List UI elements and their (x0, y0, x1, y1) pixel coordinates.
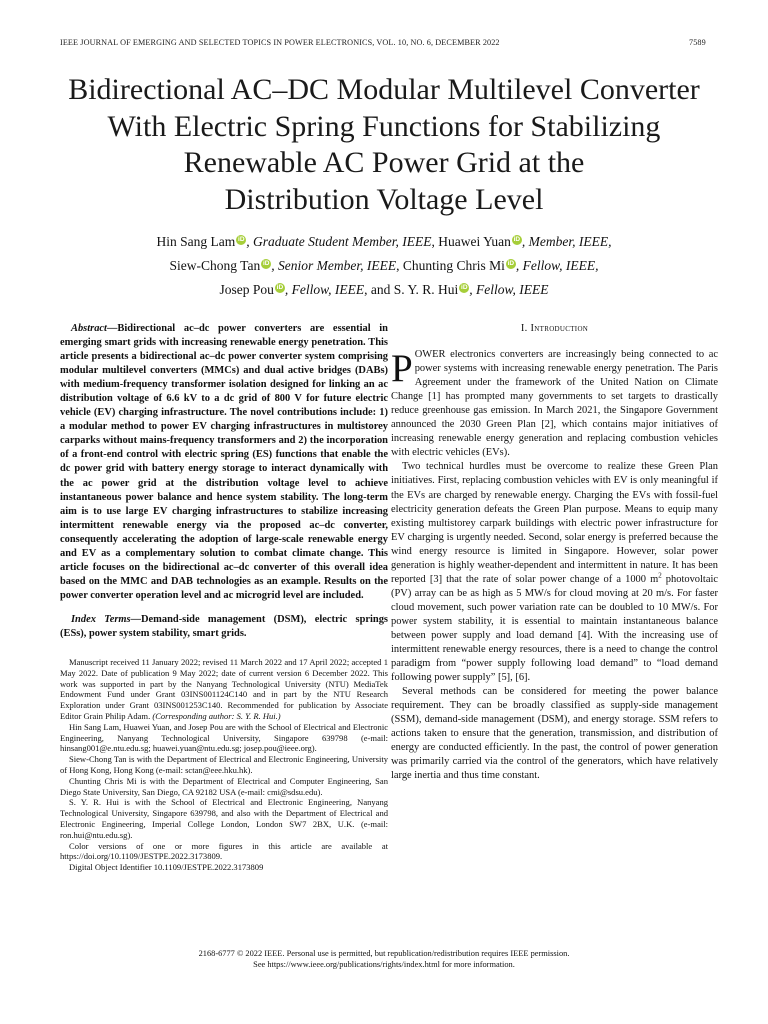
footnote-affiliation: S. Y. R. Hui is with the School of Electrical and Electronic Engineering, Nanyang Technological University, Singapore 639798, and also with the Department of Electrical and Electronic Engineering, Imperial College London, London SW7 2BX, U.K. (e-mail: ron.hui@ntu.edu.sg). (60, 797, 388, 840)
rights-link[interactable]: See https://www.ieee.org/publications/rights/index.html for more information. (253, 960, 515, 969)
lead-word: OWER (414, 349, 446, 361)
paragraph-text: Two technical hurdles must be overcome to realize these Green Plan initiatives. First, replacing combustion vehicles with EV is only meaningful if the EVs are charged by renewable energy. Charging the EVs with fossil-fuel electricity generation defeats the Green Plan purpose. Means to equip many existing multistorey carpark buildings with electric power infrastructure for EV charging is urgently needed. Second, solar energy is preferred because the wind energy resource is limited in Singapore. However, solar power generation is highly weather-dependent and intermittent in nature. It has been reported [3] that the rate of solar power change of a 1000 m (391, 461, 718, 585)
title-line: Bidirectional AC–DC Modular Multilevel Converter (68, 73, 700, 106)
drop-cap: P (391, 347, 413, 391)
orcid-icon[interactable]: iD (262, 259, 270, 267)
abstract-label: Abstract— (71, 323, 118, 334)
paper-title (0, 72, 768, 218)
copyright-footer (0, 948, 768, 970)
section-title: Introduction (530, 323, 589, 334)
author-name: Siew-Chong Tan (169, 258, 261, 273)
paragraph-text: electronics converters are increasingly being connected to ac power systems with increasing renewable energy penetration. The Paris Agreement under the framework of the United Nation on Climate Change [1] has prompted many governments to set targets to drastically reduce greenhouse gas emission. In March 2021, the Singapore Government announced the 2030 Green Plan [2], which contains major initiatives of increasing renewable energy generation and replacing combustion vehicles with electric vehicles (EVs). (391, 349, 718, 459)
footnote-doi[interactable]: Digital Object Identifier 10.1109/JESTPE.2022.3173809 (69, 862, 264, 873)
intro-paragraph-3: Several methods can be considered for meeting the power balance requirement. They can be broadly classified as supply-side management (SSM), demand-side management (DSM), and energy storage. SSM refers to actions taken to ensure that the generation, transmission, and distribution of energy are conducted efficiently. In the past, the control of power generation was primarily carried via the control of the generators, which have relatively large inertia and thus time constant. (391, 686, 718, 782)
page-number: 7589 (689, 38, 706, 47)
copyright-line: 2168-6777 © 2022 IEEE. Personal use is permitted, but republication/redistribution requires IEEE permission. (198, 949, 570, 958)
author-list (0, 230, 768, 302)
author-line (0, 278, 768, 302)
running-header: IEEE JOURNAL OF EMERGING AND SELECTED TOPICS IN POWER ELECTRONICS, VOL. 10, NO. 6, DECEMBER 2022 (60, 38, 500, 47)
author-membership: , Member, IEEE, (521, 234, 612, 249)
footnote-manuscript (60, 657, 388, 722)
corresponding-author: (Corresponding author: S. Y. R. Hui.) (152, 711, 281, 722)
footnote-affiliation: Chunting Chris Mi is with the Department of Electrical and Computer Engineering, San Diego State University, San Diego, CA 92182 USA (e-mail: cmi@sdsu.edu). (60, 775, 388, 797)
abstract-text: Bidirectional ac–dc power converters are essential in emerging smart grids with increasing renewable energy penetration. This article presents a bidirectional ac–dc power converter system comprising modular multilevel converters (MMCs) and dual active bridges (DABs) with medium-frequency transformer isolation designed for linking an ac distribution voltage of 6.6 kV to a dc grid of 800 V for future electric vehicle (EV) charging infrastructure. The novel contributions include: 1) a modular method to power EV charging infrastructures in multistorey carparks without mains-frequency transformers and 2) the incorporation of a front-end control with electric spring (ES) functions that enable the dc power grid with battery energy storage to interact dynamically with the ac power grid at the distribution voltage level to achieve instantaneous power balance and hence system stability. The long-term aim is to use large EV charging infrastructures to stabilize increasing intermittent renewable energy via the proposed ac–dc converter, consequently accelerating the adoption of large-scale renewable energy and EV as a complementary solution to combat climate change. This article focuses on the bidirectional ac–dc converter of this overall idea based on the MMC and DAB technologies as an example. Results on the power converter operation level and ac microgrid level are included. (60, 323, 388, 601)
left-column (60, 322, 388, 873)
index-terms (60, 613, 388, 641)
footnote-text: Manuscript received 11 January 2022; revised 11 March 2022 and 17 April 2022; accepted 1 May 2022. Date of publication 9 May 2022; date of current version 6 December 2022. This work was supported in part by the Nanyang Technological University (NTU) MediaTek Endowment Fund under Grant 03INS001124C140 and in part by the NTU Research Exploration under Grant 03INS001253C140. Recommended for publication by Associate Editor Grain Philip Adam. (60, 657, 388, 722)
title-line: Renewable AC Power Grid at the (183, 146, 585, 179)
footnotes (60, 657, 388, 873)
intro-paragraph-1 (391, 348, 718, 460)
author-name: Hin Sang Lam (156, 234, 236, 249)
orcid-icon[interactable]: iD (276, 283, 284, 291)
title-line: Distribution Voltage Level (224, 182, 544, 216)
index-terms-label: Index Terms— (71, 613, 142, 625)
orcid-icon[interactable]: iD (461, 283, 468, 291)
section-heading (391, 322, 718, 336)
author-name: , Chunting Chris Mi (396, 258, 505, 273)
orcid-icon[interactable]: iD (513, 235, 521, 243)
superscript: 2 (658, 571, 662, 580)
orcid-icon[interactable]: iD (507, 259, 515, 267)
footnote-affiliation: Hin Sang Lam, Huawei Yuan, and Josep Pou are with the School of Electrical and Electronic Engineering, Nanyang Technological University, Singapore 639798 (e-mail: hinsang001@e.ntu.edu.sg; huawei.yuan@ntu.edu.sg; josep.pou@ieee.org). (60, 721, 388, 754)
paragraph-text: photovoltaic (PV) array can be as high as 5 MW/s for cloud moving at 20 m/s. For faster cloud movement, such power variation rate can be doubled to 10 MW/s. For power system stability, it is essential to maintain instantaneous balance between power supply and load demand [4]. With the increasing use of intermittent renewable energy resources, there is a need to change the control paradigm from “power supply following load demand” to “load demand following power supply” [5], [6]. (391, 573, 718, 684)
footnote-affiliation: Siew-Chong Tan is with the Department of Electrical and Electronic Engineering, University of Hong Kong, Hong Kong (e-mail: sctan@eee.hku.hk). (60, 754, 388, 775)
author-membership: , Senior Member, IEEE (271, 258, 397, 273)
author-name: , Huawei Yuan (431, 234, 511, 249)
footnote-color-versions[interactable]: Color versions of one or more figures in this article are available at https://doi.org/10.1109/JESTPE.2022.3173809. (60, 840, 388, 862)
intro-paragraph-2 (391, 460, 718, 685)
author-membership: , Fellow, IEEE, (515, 258, 599, 273)
author-line (0, 254, 768, 278)
orcid-icon[interactable]: iD (238, 235, 245, 243)
section-number: I. (520, 323, 528, 334)
author-name: , and S. Y. R. Hui (364, 282, 459, 297)
right-column (391, 322, 718, 784)
author-line (0, 230, 768, 254)
index-terms-text: Demand-side management (DSM), electric springs (ESs), power system stability, smart grids. (60, 613, 388, 639)
title-line: With Electric Spring Functions for Stabilizing (107, 109, 661, 143)
author-membership: , Fellow, IEEE (284, 282, 365, 297)
author-membership: , Fellow, IEEE (469, 282, 549, 297)
abstract (60, 322, 388, 603)
author-membership: , Graduate Student Member, IEEE (246, 234, 432, 249)
author-name: Josep Pou (219, 282, 274, 297)
